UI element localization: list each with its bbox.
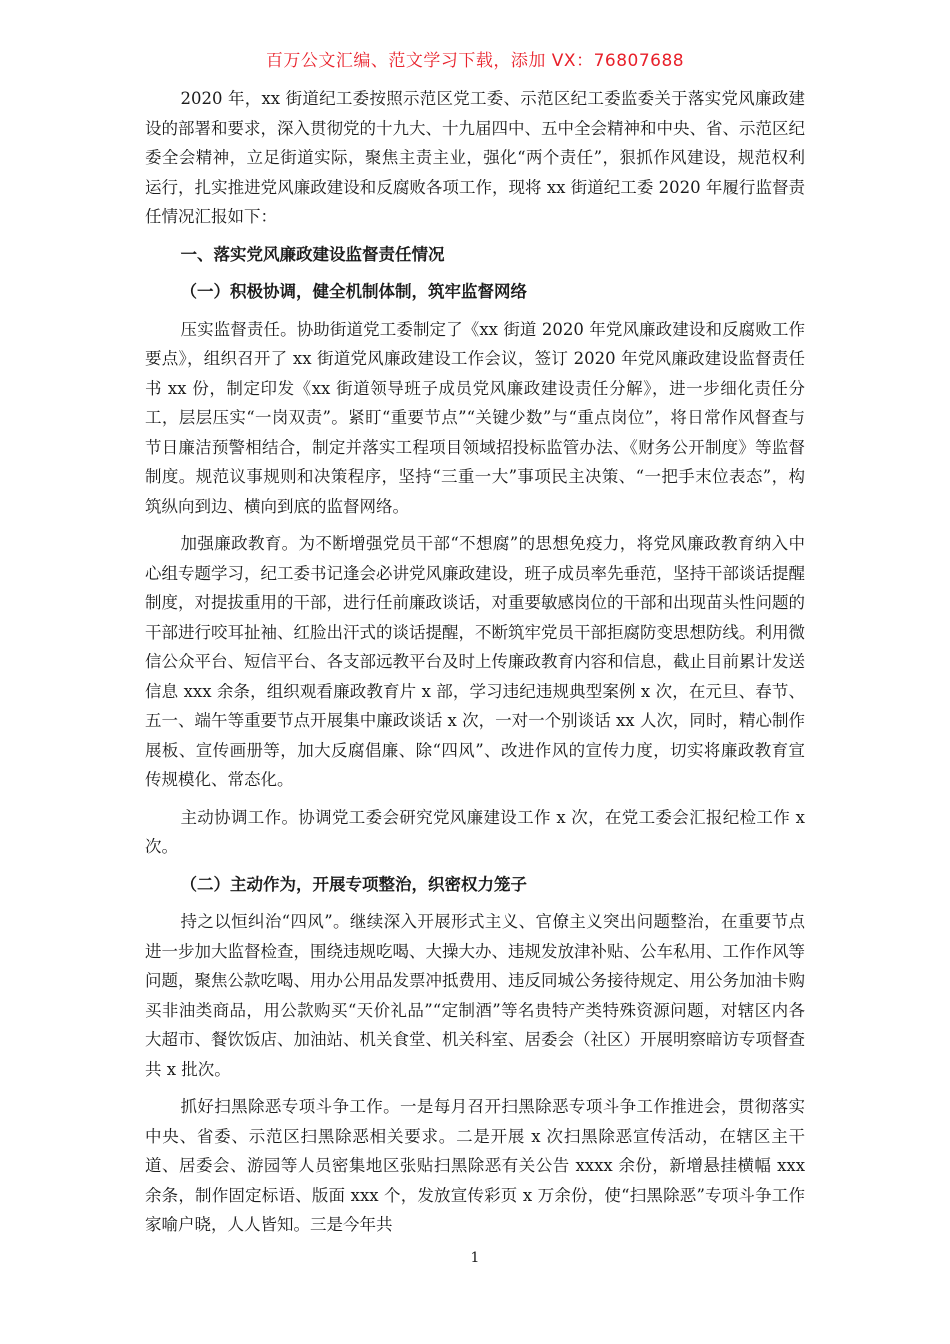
paragraph-supervision-duty: 压实监督责任。协助街道党工委制定了《xx 街道 2020 年党风廉政建设和反腐败工作要点》，组织召开了 xx 街道党风廉政建设工作会议，签订 2020 年党风廉政建设监督责任书 xx 份，制定印发《xx 街道领导班子成员党风廉政建设责任分解》，进一步细化责任分工，层层压实“一岗双责”。紧盯“重要节点”“关键少数”与“重点岗位”，将日常作风督查与节日廉洁预警相结合，制定并落实工程项目领域招投标监管办法、《财务公开制度》等监督制度。规范议事规则和决策程序，坚持“三重一大”事项民主决策、“一把手末位表态”，构筑纵向到边、横向到底的监督网络。 <box>145 319 805 516</box>
paragraph-anti-crime: 抓好扫黑除恶专项斗争工作。一是每月召开扫黑除恶专项斗争工作推进会，贯彻落实中央、省委、示范区扫黑除恶相关要求。二是开展 x 次扫黑除恶宣传活动，在辖区主干道、居委会、游园等人员密集地区张贴扫黑除恶有关公告 xxxx 余份，新增悬挂横幅 xxx 余条，制作固定标语、版面 xxx 个，发放宣传彩页 x 万余份，使“扫黑除恶”专项斗争工作家喻户晓，人人皆知。三是今年共 <box>145 1097 805 1234</box>
subsection-heading-1: （一）积极协调，健全机制体制，筑牢监督网络 <box>180 282 527 301</box>
paragraph-four-winds: 持之以恒纠治“四风”。继续深入开展形式主义、官僚主义突出问题整治，在重要节点进一步加大监督检查，围绕违规吃喝、大操大办、违规发放津补贴、公车私用、工作作风等问题，聚焦公款吃喝、用办公用品发票冲抵费用、违反同城公务接待规定、用公务加油卡购买非油类商品，用公款购买“天价礼品”“定制酒”等名贵特产类特殊资源问题，对辖区内各大超市、餐饮饭店、加油站、机关食堂、机关科室、居委会（社区）开展明察暗访专项督查共 x 批次。 <box>145 912 805 1079</box>
document-body <box>145 84 805 1248</box>
header-banner: 百万公文汇编、范文学习下载，添加 VX：76807688 <box>265 51 685 71</box>
paragraph-coordination: 主动协调工作。协调党工委会研究党风廉建设工作 x 次，在党工委会汇报纪检工作 x 次。 <box>145 807 805 856</box>
subsection-heading-2: （二）主动作为，开展专项整治，织密权力笼子 <box>180 874 527 894</box>
paragraph-integrity-education: 加强廉政教育。为不断增强党员干部“不想腐”的思想免疫力，将党风廉政教育纳入中心组专题学习，纪工委书记逢会必讲党风廉政建设，班子成员率先垂范，坚持干部谈话提醒制度，对提拔重用的干部，进行任前廉政谈话，对重要敏感岗位的干部和出现苗头性问题的干部进行咬耳扯袖、红脸出汗式的谈话提醒，不断筑牢党员干部拒腐防变思想防线。利用微信公众平台、短信平台、各支部远教平台及时上传廉政教育内容和信息，截止目前累计发送信息 xxx 余条，组织观看廉政教育片 x 部，学习违纪违规典型案例 x 次，在元旦、春节、五一、端午等重要节点开展集中廉政谈话 x 次，一对一个别谈话 xx 人次，同时，精心制作展板、宣传画册等，加大反腐倡廉、除“四风”、改进作风的宣传力度，切实将廉政教育宣传规模化、常态化。 <box>145 534 805 789</box>
section-heading-1: 一、落实党风廉政建设监督责任情况 <box>180 244 445 264</box>
intro-paragraph: 2020 年，xx 街道纪工委按照示范区党工委、示范区纪工委监委关于落实党风廉政建设的部署和要求，深入贯彻党的十九大、十九届四中、五中全会精神和中央、省、示范区纪委全会精神，立足街道实际，聚焦主责主业，强化“两个责任”，狠抓作风建设，规范权利运行，扎实推进党风廉政建设和反腐败各项工作，现将 xx 街道纪工委 2020 年履行监督责任情况汇报如下： <box>145 89 805 226</box>
page-number: 1 <box>470 1250 480 1266</box>
